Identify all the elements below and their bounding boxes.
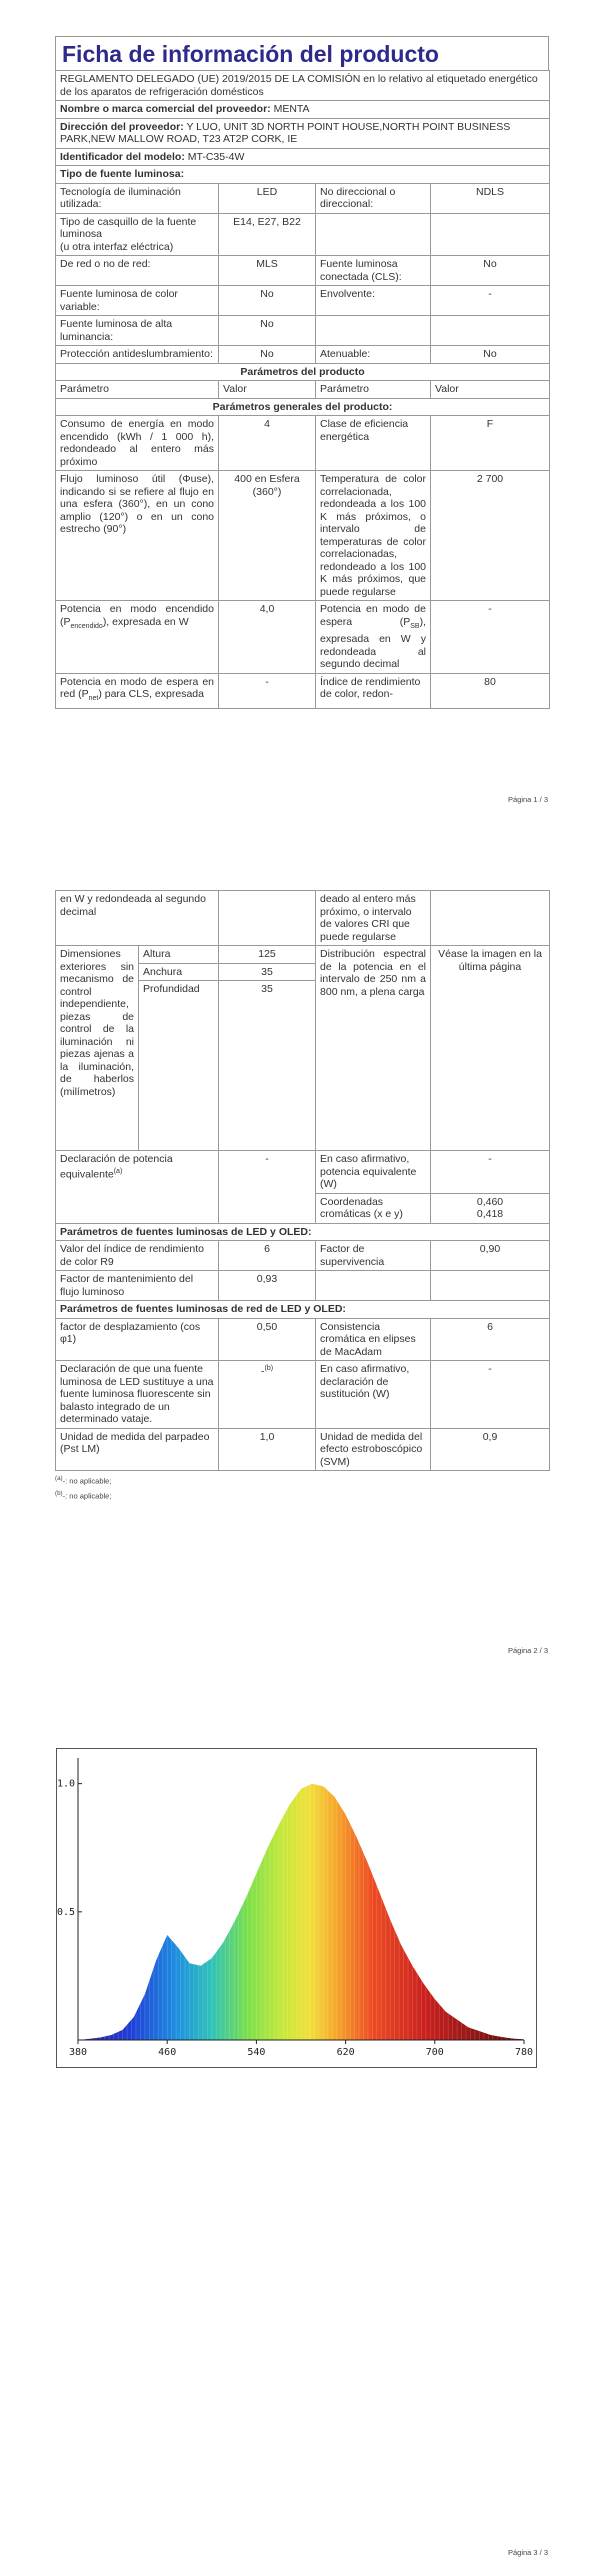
equiv-label: Declaración de potencia equivalente$^{(a)}$ [56,1151,219,1224]
chroma-label: Coordenadas cromáticas (x e y) [316,1193,431,1223]
spd-value: Véase la imagen en la última página [431,946,550,1151]
disp-value: 0,50 [219,1318,316,1361]
envelope-value: - [431,286,550,316]
y-tick-label: 0.5 [56,1906,75,1918]
mains-label: De red o no de red: [56,256,219,286]
model-row: Identificador del modelo: MT-C35-4W [56,148,550,166]
supplier-address-row: Dirección del proveedor: Y LUO, UNIT 3D NORTH POINT HOUSE,NORTH POINT BUSINESS PARK,NEW MALLOW ROAD, T23 AT2P CORK, IE [56,118,550,148]
product-table-2 [55,890,550,1471]
cri-label-p1: Índice de rendimiento de color, redon- [316,673,431,708]
footnote-b: $^{(b)}$-: no aplicable; [55,1489,112,1500]
macadam-value: 6 [431,1318,550,1361]
mains-led-params-heading: Parámetros de fuentes luminosas de red de LED y OLED: [56,1301,550,1319]
replace-yes-value: - [431,1361,550,1429]
page-number-1: Página 1 / 3 [507,795,548,804]
pnet-label-p1: Potencia en modo de espera en red $(P_{net})$ para CLS, expresada [56,673,219,708]
pon-label: Potencia en modo encendido $(P_{encendido})$, expresada en W [56,601,219,674]
tech-label: Tecnología de iluminación utilizada: [56,183,219,213]
cri-value: 80 [431,673,550,708]
pnet-value: - [219,673,316,708]
x-tick-label: 780 [514,2047,534,2058]
page-number-2: Página 2 / 3 [507,1646,548,1655]
param-header: Parámetro [56,381,219,399]
antiglare-value: No [219,346,316,364]
eclass-label: Clase de eficiencia energética [316,416,431,471]
cap-value: E14, E27, B22 [219,213,316,256]
page-3 [0,1700,603,2560]
nondir-value: NDLS [431,183,550,213]
spectrum-svg [56,1748,546,2068]
spectrum-area [78,1758,524,2040]
pon-value: 4,0 [219,601,316,674]
flicker-value: 1,0 [219,1428,316,1471]
lumen-label: Factor de mantenimiento del flujo luminoso [56,1271,219,1301]
macadam-label: Consistencia cromática en elipses de MacAdam [316,1318,431,1361]
x-tick-label: 540 [247,2047,266,2058]
x-tick-label: 620 [336,2047,355,2058]
energy-value: 4 [219,416,316,471]
survival-value: 0,90 [431,1241,550,1271]
height-value: 125 [219,946,316,964]
r9-value: 6 [219,1241,316,1271]
eclass-value: F [431,416,550,471]
pnet-label-p2: en W y redondeada al segundo decimal [56,891,219,946]
x-tick-label: 700 [425,2047,444,2058]
sheet-page-2 [55,890,549,1500]
model-id: MT-C35-4W [187,150,245,163]
spd-label: Distribución espectral de la potencia en el intervalo de 250 nm a 800 nm, a plena carga [316,946,431,1151]
cct-value: 2 700 [431,471,550,601]
depth-label: Profundidad [139,981,219,1151]
psb-value: - [431,601,550,674]
colortune-value: No [219,286,316,316]
width-value: 35 [219,963,316,981]
led-params-heading: Parámetros de fuentes luminosas de LED y OLED: [56,1223,550,1241]
strobo-value: 0,9 [431,1428,550,1471]
tech-value: LED [219,183,316,213]
cct-label: Temperatura de color correlacionada, redondeada a los 100 K más próximos, o intervalo de temperaturas de color correlacionadas, redondeado a los 100 K más próximos, que puede regularse [316,471,431,601]
page-2 [0,890,603,1670]
supplier-name-row: Nombre o marca comercial del proveedor: MENTA [56,101,550,119]
general-params-heading: Parámetros generales del producto: [56,398,550,416]
height-label: Altura [139,946,219,964]
doc-title: Ficha de información del producto [55,36,549,70]
hl-label: Fuente luminosa de alta luminancia: [56,316,219,346]
lumen-value: 0,93 [219,1271,316,1301]
depth-value: 35 [219,981,316,1151]
dims-label: Dimensiones exteriores sin mecanismo de control independiente, piezas de control de la iluminación ni piezas ajenas a la iluminación, de haberlos (milímetros) [56,946,139,1151]
disp-label: factor de desplazamiento (cos φ1) [56,1318,219,1361]
nondir-label: No direccional o direccional: [316,183,431,213]
mains-value: MLS [219,256,316,286]
r9-label: Valor del índice de rendimiento de color R9 [56,1241,219,1271]
psb-label: Potencia en modo de espera $(P_{SB})$, expresada en W y redondeada al segundo decimal [316,601,431,674]
spectrum-chart [56,1748,546,2068]
supplier-address: Y LUO, UNIT 3D NORTH POINT HOUSE,NORTH POINT BUSINESS PARK,NEW MALLOW ROAD, T23 AT2P CORK, IE [60,120,511,145]
x-tick-label: 460 [158,2047,177,2058]
strobo-label: Unidad de medida del efecto estroboscópico (SVM) [316,1428,431,1471]
cri-label-p2: deado al entero más próximo, o intervalo de valores CRI que puede regularse [316,891,431,946]
sheet-page-1 [55,36,549,709]
param-header-2: Parámetro [316,381,431,399]
dimmable-label: Atenuable: [316,346,431,364]
flux-label: Flujo luminoso útil (Φuse), indicando si se refiere al flujo en una esfera (360°), en un cono amplio (120°) o en un cono estrecho (90°) [56,471,219,601]
replace-yes-label: En caso afirmativo, declaración de sustitución (W) [316,1361,431,1429]
hl-value: No [219,316,316,346]
replace-label: Declaración de que una fuente luminosa de LED sustituye a una fuente luminosa fluorescente sin balasto integrado de un determinado vataje. [56,1361,219,1429]
y-tick-label: 1.0 [56,1778,75,1790]
envelope-label: Envolvente: [316,286,431,316]
chroma-value: 0,460 0,418 [431,1193,550,1223]
dimmable-value: No [431,346,550,364]
connected-value: No [431,256,550,286]
page-1 [0,0,603,820]
x-tick-label: 380 [68,2047,88,2058]
colortune-label: Fuente luminosa de color variable: [56,286,219,316]
value-header-2: Valor [431,381,550,399]
product-params-heading: Parámetros del producto [56,363,550,381]
light-source-type-heading: Tipo de fuente luminosa: [56,166,550,184]
connected-label: Fuente luminosa conectada (CLS): [316,256,431,286]
cap-label: Tipo de casquillo de la fuente luminosa (u otra interfaz eléctrica) [56,213,219,256]
flicker-label: Unidad de medida del parpadeo (Pst LM) [56,1428,219,1471]
product-table-1 [55,70,550,709]
value-header: Valor [219,381,316,399]
equiv-yes-label: En caso afirmativo, potencia equivalente (W) [316,1151,431,1194]
antiglare-label: Protección antideslumbramiento: [56,346,219,364]
footnote-a: $^{(a)}$-: no aplicable; [55,1475,112,1486]
flux-value: 400 en Esfera (360°) [219,471,316,601]
survival-label: Factor de supervivencia [316,1241,431,1271]
width-label: Anchura [139,963,219,981]
replace-value: -$^{(b)}$ [219,1361,316,1429]
regulation-text: REGLAMENTO DELEGADO (UE) 2019/2015 DE LA COMISIÓN en lo relativo al etiquetado energético de los aparatos de refrigeración domésticos [56,71,550,101]
supplier-name: MENTA [273,103,310,115]
energy-label: Consumo de energía en modo encendido (kWh / 1 000 h), redondeado al entero más próximo [56,416,219,471]
equiv-yes-value: - [431,1151,550,1194]
equiv-value: - [219,1151,316,1224]
page-number-3: Página 3 / 3 [507,2548,548,2557]
